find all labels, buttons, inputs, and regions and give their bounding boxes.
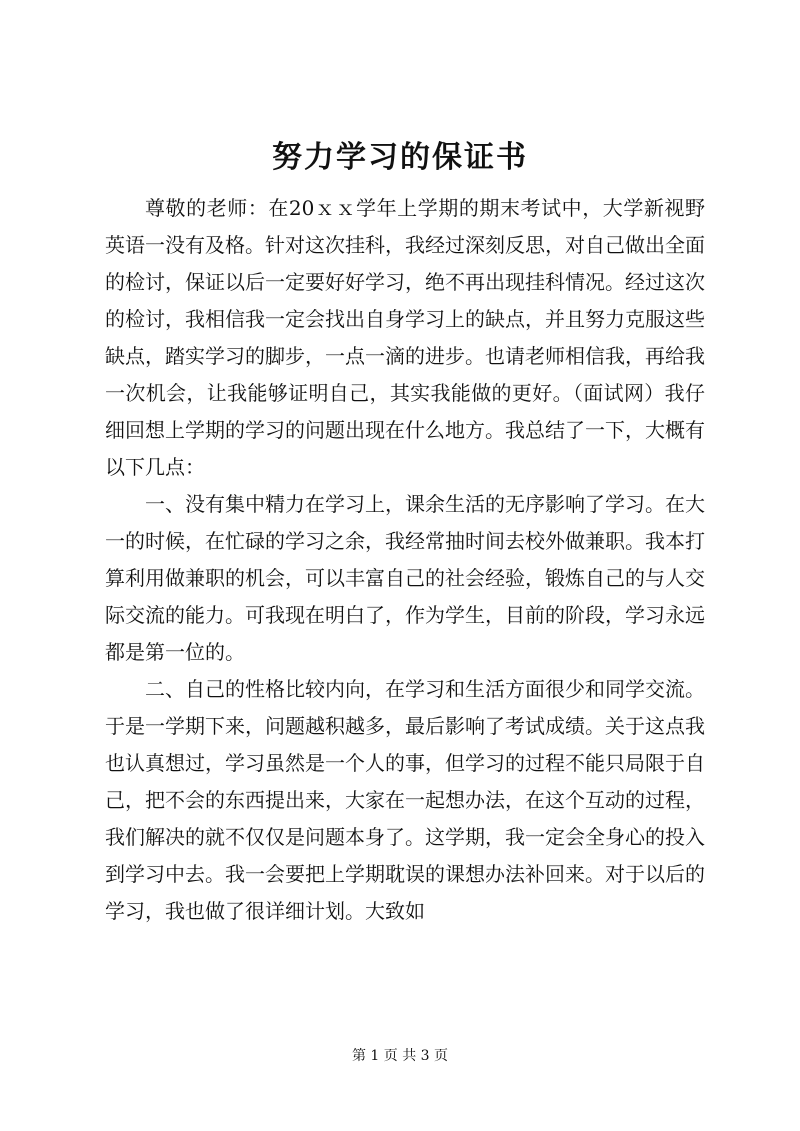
paragraph-point-one: 一、没有集中精力在学习上，课余生活的无序影响了学习。在大一的时候，在忙碌的学习之余，我经常抽时间去校外做兼职。我本打算利用做兼职的机会，可以丰富自己的社会经验，锻炼自己的与人交际交流的能力。可我现在明白了，作为学生，目前的阶段，学习永远都是第一位的。 bbox=[105, 492, 705, 664]
document-title: 努力学习的保证书 bbox=[272, 140, 528, 175]
paragraph-point-two: 二、自己的性格比较内向，在学习和生活方面很少和同学交流。于是一学期下来，问题越积越多，最后影响了考试成绩。关于这点我也认真想过，学习虽然是一个人的事，但学习的过程不能只局限于自己，把不会的东西提出来，大家在一起想办法，在这个互动的过程，我们解决的就不仅仅是问题本身了。这学期，我一定会全身心的投入到学习中去。我一会要把上学期耽误的课想办法补回来。对于以后的学习，我也做了很详细计划。大致如 bbox=[105, 677, 705, 923]
page-footer: 第 1 页 共 3 页 bbox=[351, 1048, 449, 1064]
document-body bbox=[105, 190, 705, 930]
paragraph-intro: 尊敬的老师：在20ｘｘ学年上学期的期末考试中，大学新视野英语一没有及格。针对这次挂科，我经过深刻反思，对自己做出全面的检讨，保证以后一定要好好学习，绝不再出现挂科情况。经过这次的检讨，我相信我一定会找出自身学习上的缺点，并且努力克服这些缺点，踏实学习的脚步，一点一滴的进步。也请老师相信我，再给我一次机会，让我能够证明自己，其实我能做的更好。（面试网）我仔细回想上学期的学习的问题出现在什么地方。我总结了一下，大概有以下几点： bbox=[105, 196, 705, 479]
